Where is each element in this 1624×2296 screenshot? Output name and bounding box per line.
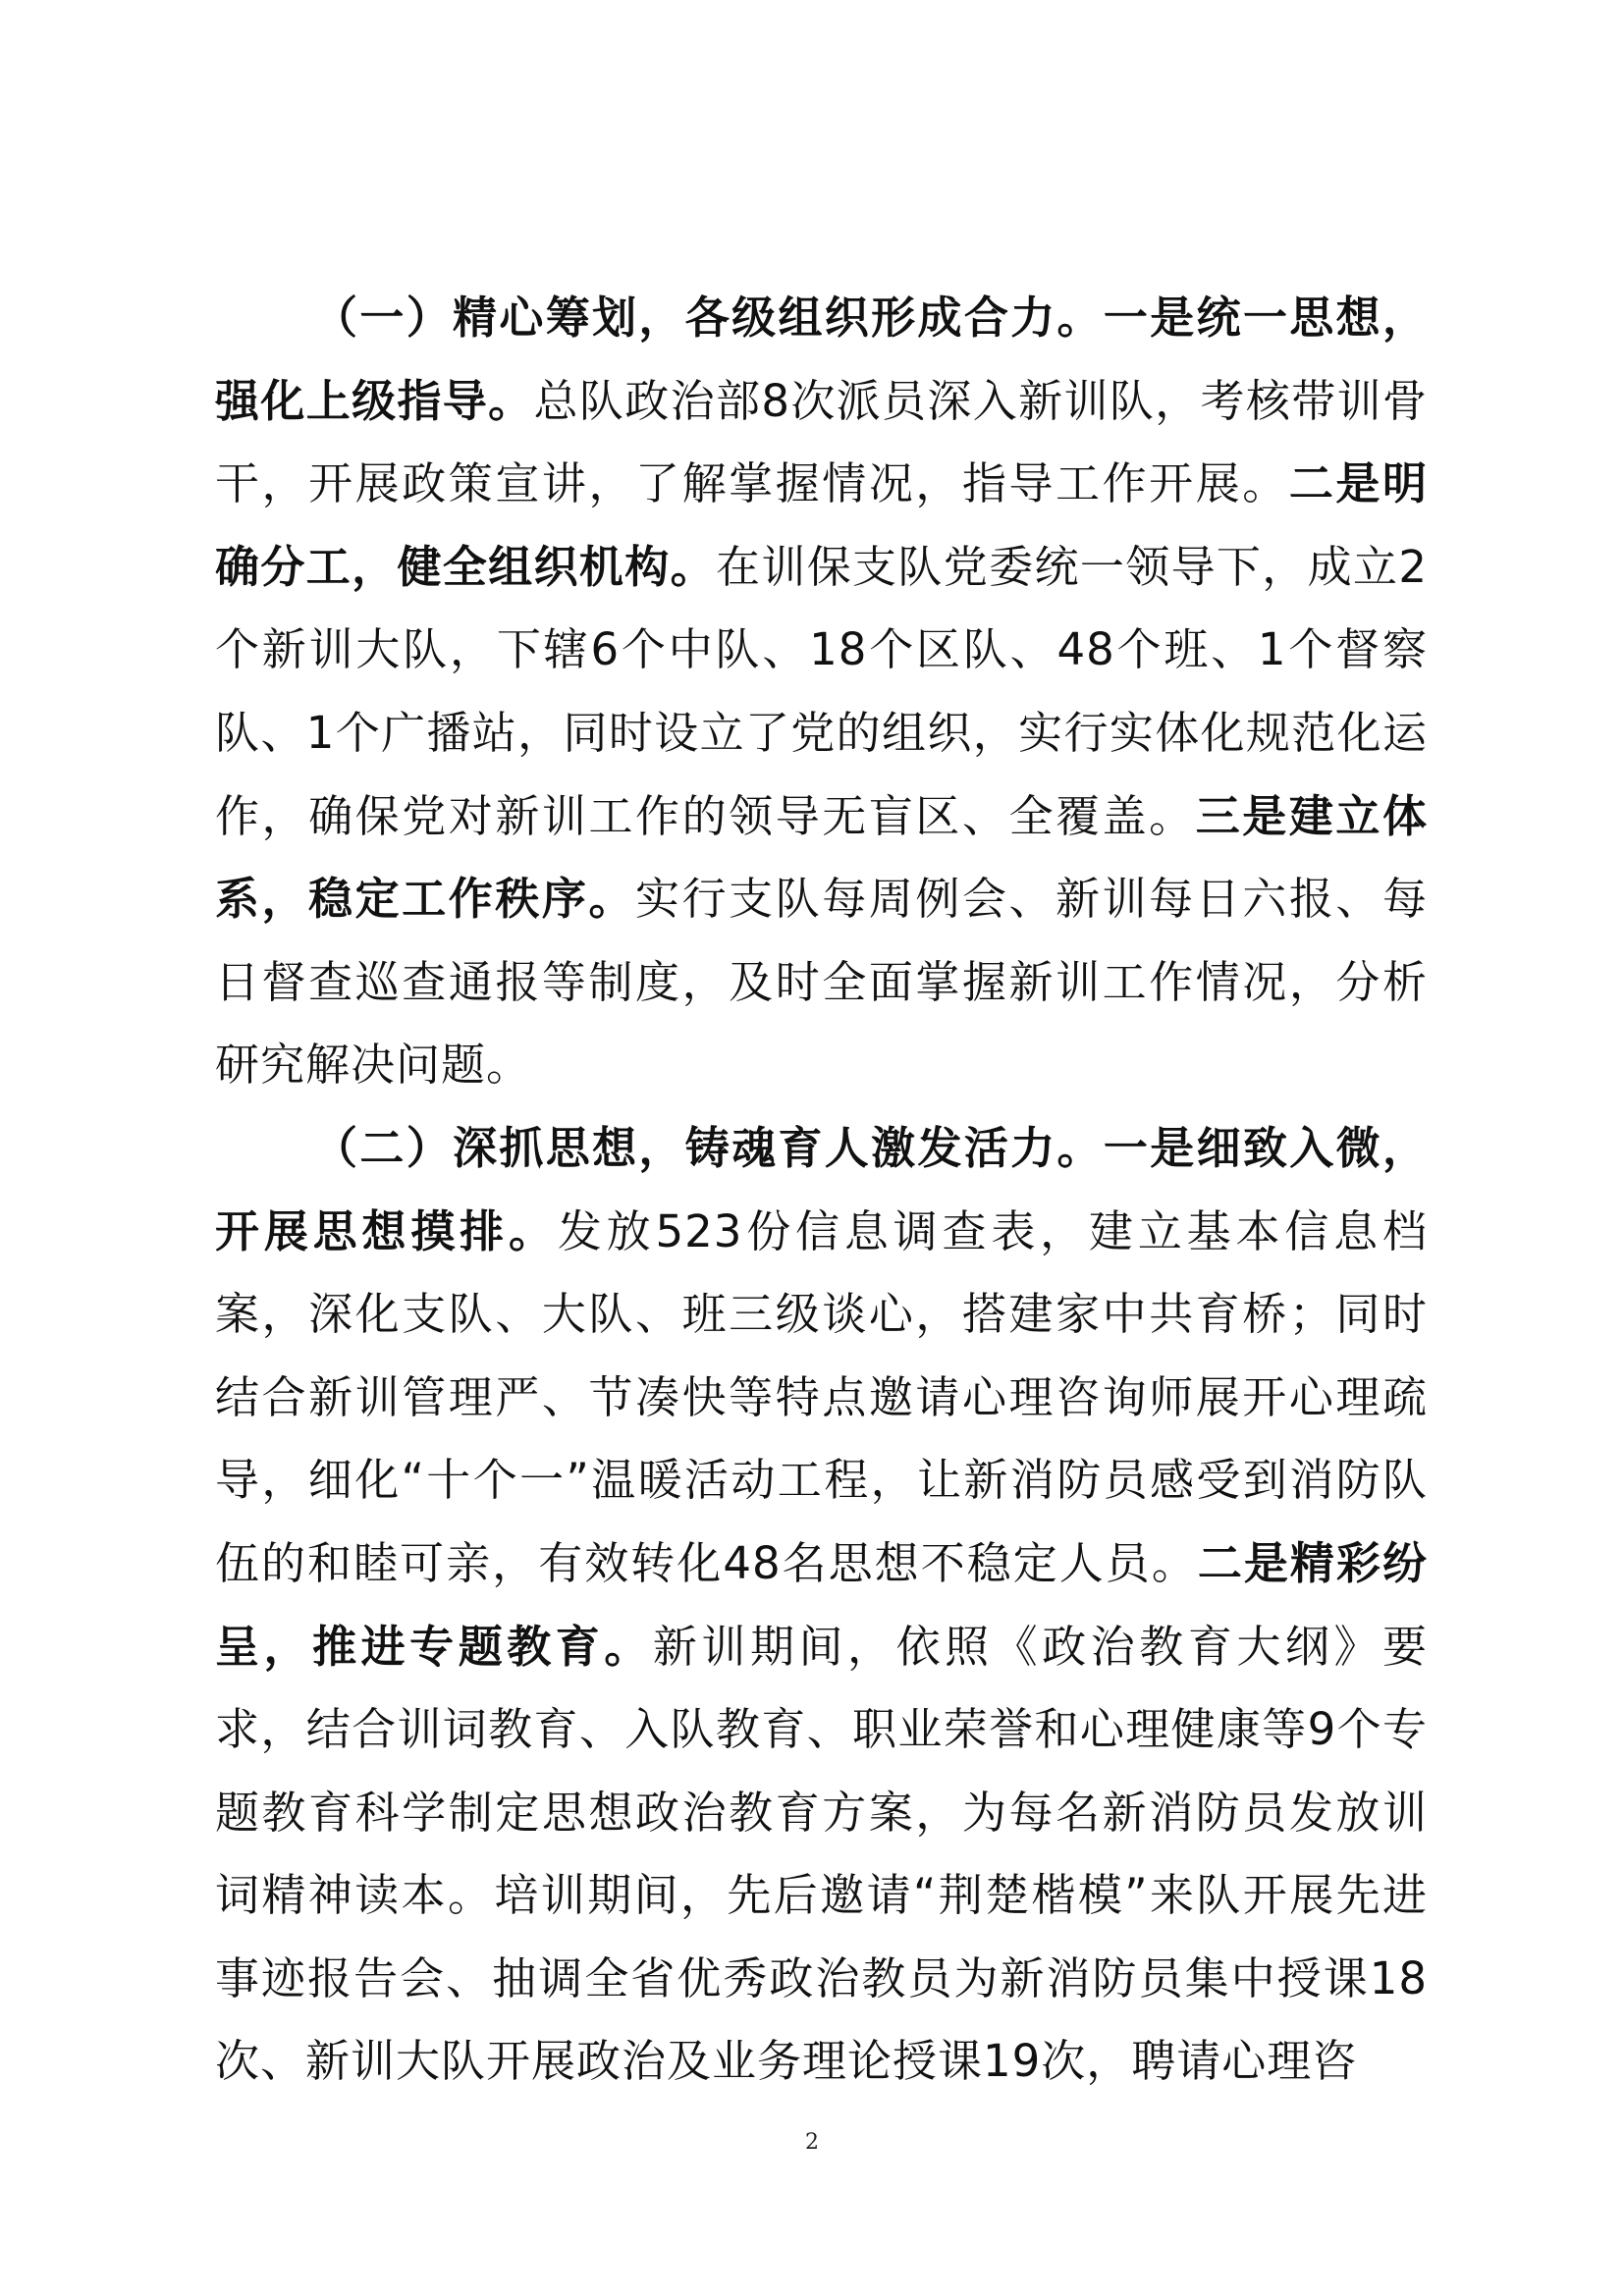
body-text-1-2: 在训保支队党委统一领导下，成立2个新训大队，下辖6个中队、18个区队、48个班、1个督察队、1个广播站，同时设立了党的组织，实行实体化规范化运作，确保党对新训工作的领导无盲区、全覆盖。 (215, 540, 1428, 842)
paragraph-2 (215, 1107, 1428, 2104)
paragraph-1 (215, 277, 1428, 1107)
body-text-1-1: 总队政治部8次派员深入新训队，考核带训骨干，开展政策宣讲，了解掌握情况，指导工作开展。 (215, 374, 1428, 510)
point-heading-1-3: 三是建立体系，稳定工作秩序。 (215, 789, 1428, 926)
point-heading-2-2: 二是精彩纷呈，推进专题教育。 (215, 1536, 1428, 1673)
document-body (215, 277, 1428, 2104)
body-text-1-3: 实行支队每周例会、新训每日六报、每日督查巡查通报等制度，及时全面掌握新训工作情况，分析研究解决问题。 (215, 873, 1428, 1092)
section-heading-1: （一）精心筹划，各级组织形成合力。 (313, 292, 1104, 344)
body-text-2-1: 发放523份信息调查表，建立基本信息档案，深化支队、大队、班三级谈心，搭建家中共育桥；同时结合新训管理严、节凑快等特点邀请心理咨询师展开心理疏导，细化“十个一”温暖活动工程，让新消防员感受到消防队伍的和睦可亲，有效转化48名思想不稳定人员。 (215, 1204, 1428, 1589)
point-heading-1-1: 一是统一思想，强化上级指导。 (215, 292, 1428, 427)
point-heading-1-2: 二是明确分工，健全组织机构。 (215, 457, 1428, 593)
page-number: 2 (805, 2130, 819, 2155)
body-text-2-2: 新训期间，依照《政治教育大纲》要求，结合训词教育、入队教育、职业荣誉和心理健康等9个专题教育科学制定思想政治教育方案，为每名新消防员发放训词精神读本。培训期间，先后邀请“荆楚楷模”来队开展先进事迹报告会、抽调全省优秀政治教员为新消防员集中授课18次、新训大队开展政治及业务理论授课19次，聘请心理咨 (215, 1620, 1428, 2088)
section-heading-2: （二）深抓思想，铸魂育人激发活力。 (313, 1121, 1104, 1174)
point-heading-2-1: 一是细致入微，开展思想摸排。 (215, 1121, 1428, 1257)
